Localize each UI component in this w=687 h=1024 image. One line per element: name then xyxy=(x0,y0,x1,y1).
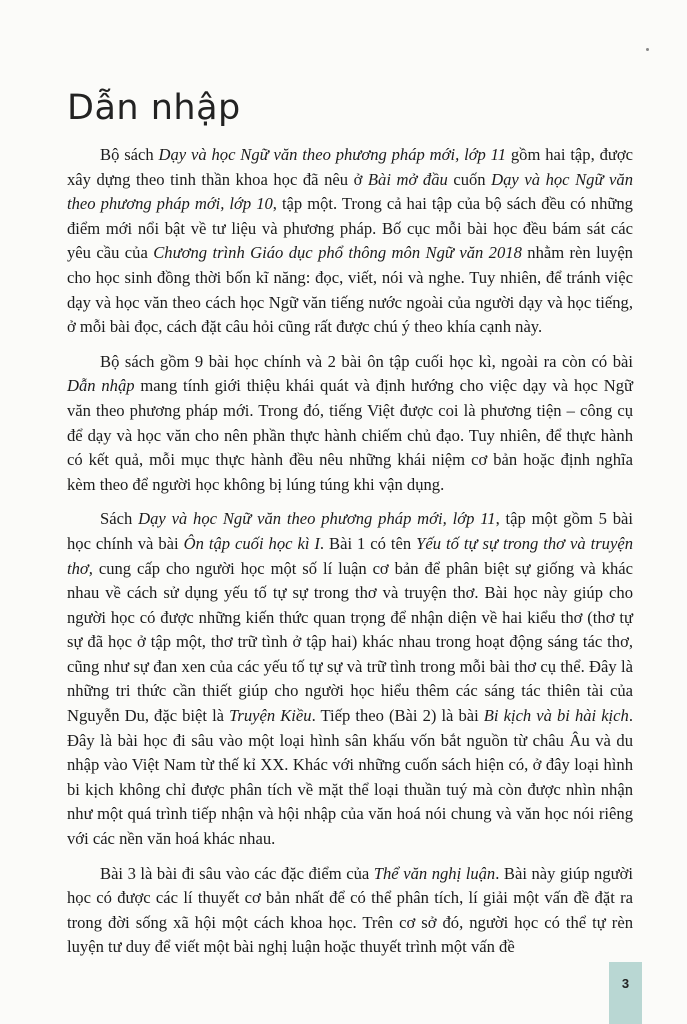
italic-run: Thể văn nghị luận xyxy=(373,863,496,883)
body-text xyxy=(67,143,633,960)
text-run: . Bài này giúp người học có được các lí thuyết cơ bản nhất để có thể phân tích, lí giải một vấn đề đặt ra trong đời sống xã hội một cách khoa học. Trên cơ sở đó, người học có thể tự rèn luyện tư duy để viết một bài nghị luận hoặc thuyết trình một vấn đề xyxy=(67,863,633,957)
paragraph xyxy=(67,862,633,960)
italic-run: Dạy và học Ngữ văn theo phương pháp mới, lớp 11 xyxy=(138,509,496,529)
italic-run: Bi kịch và bi hài kịch xyxy=(483,706,629,726)
italic-run: Chương trình Giáo dục phổ thông môn Ngữ văn 2018 xyxy=(153,243,522,263)
italic-run: Yếu tố tự sự trong thơ và truyện thơ, xyxy=(67,533,633,578)
page-title: Dẫn nhập xyxy=(67,88,241,128)
paragraph xyxy=(67,350,633,498)
text-run: gồm hai tập, được xây dựng theo tinh thần khoa học đã nêu ở xyxy=(67,145,633,189)
page-number: 3 xyxy=(621,976,630,991)
italic-run: Dẫn nhập xyxy=(67,376,135,396)
text-run: , tập một. Trong cả hai tập của bộ sách đều có những điểm mới nổi bật về tư liệu và phương pháp. Bố cục mỗi bài học đều bám sát các yêu cầu của xyxy=(67,194,633,263)
text-run: cung cấp cho người học một số lí luận cơ bản để phân biệt sự giống và khác nhau về cách sử dụng yếu tố tự sự trong thơ và truyện thơ. Bài học này giúp cho người học có được những kiến thức quan trọng để nhận diện về hai kiểu thơ (thơ tự sự đã học ở tập một, thơ trữ tình ở tập hai) khác nhau trong hoạt động sáng tác thơ, cũng như sự đan xen của các yếu tố tự sự và trữ tình trong mỗi bài thơ cụ thể. Đây là những tri thức cần thiết giúp cho người học hiểu thêm các sáng tác thiên tài của Nguyễn Du, đặc biệt là xyxy=(67,558,633,726)
text-run: Sách xyxy=(100,509,139,529)
text-run: . Bài 1 có tên xyxy=(319,533,417,553)
text-run: . Đây là bài học đi sâu vào một loại hình sân khấu vốn bắt nguồn từ châu Âu và du nhập vào Việt Nam từ thế kỉ XX. Khác với những cuốn sách hiện có, ở đây loại hình bi kịch không chỉ được phân tích về mặt thể loại thuần tuý mà còn được nhìn nhận như một quá trình tiếp nhận và hội nhập của văn hoá nói chung và văn học nói riêng với các nền văn hoá khác nhau. xyxy=(67,706,633,849)
text-run: Bộ sách gồm 9 bài học chính và 2 bài ôn tập cuối học kì, ngoài ra còn có bài xyxy=(100,351,633,371)
text-run: . Tiếp theo (Bài 2) là bài xyxy=(311,706,484,726)
paragraph xyxy=(67,507,633,851)
page-number-tab xyxy=(609,962,642,1024)
text-run: Bộ sách xyxy=(100,145,159,164)
italic-run: Dạy và học Ngữ văn theo phương pháp mới, lớp 11 xyxy=(158,145,507,164)
text-run: Bài 3 là bài đi sâu vào các đặc điểm của xyxy=(100,863,374,883)
print-mark xyxy=(646,48,649,51)
text-run: nhằm rèn luyện cho học sinh đồng thời bốn kĩ năng: đọc, viết, nói và nghe. Tuy nhiên, để tránh việc dạy và học văn theo cách học Ngữ văn tiếng nước ngoài của người dạy và học tiếng, ở mỗi bài đọc, cách đặt câu hỏi cũng rất được chú ý theo khía cạnh này. xyxy=(67,243,633,337)
italic-run: Dạy và học Ngữ văn theo phương pháp mới, lớp 10 xyxy=(67,169,633,214)
italic-run: Ôn tập cuối học kì I xyxy=(183,533,320,553)
text-run: mang tính giới thiệu khái quát và định hướng cho việc dạy và học Ngữ văn theo phương pháp mới. Trong đó, tiếng Việt được coi là phương tiện – công cụ để dạy và học văn cho nên phần thực hành chiếm chủ đạo. Tuy nhiên, để thực hành có kết quả, mỗi mục thực hành đều nêu những khái niệm cơ bản hoặc định nghĩa kèm theo để người học không bị lúng túng khi vận dụng. xyxy=(67,376,633,494)
text-run: cuốn xyxy=(447,169,492,189)
italic-run: Truyện Kiều xyxy=(229,706,312,726)
text-run: , tập một gồm 5 bài học chính và bài xyxy=(67,509,633,553)
italic-run: Bài mở đầu xyxy=(367,169,448,189)
paragraph xyxy=(67,143,633,340)
